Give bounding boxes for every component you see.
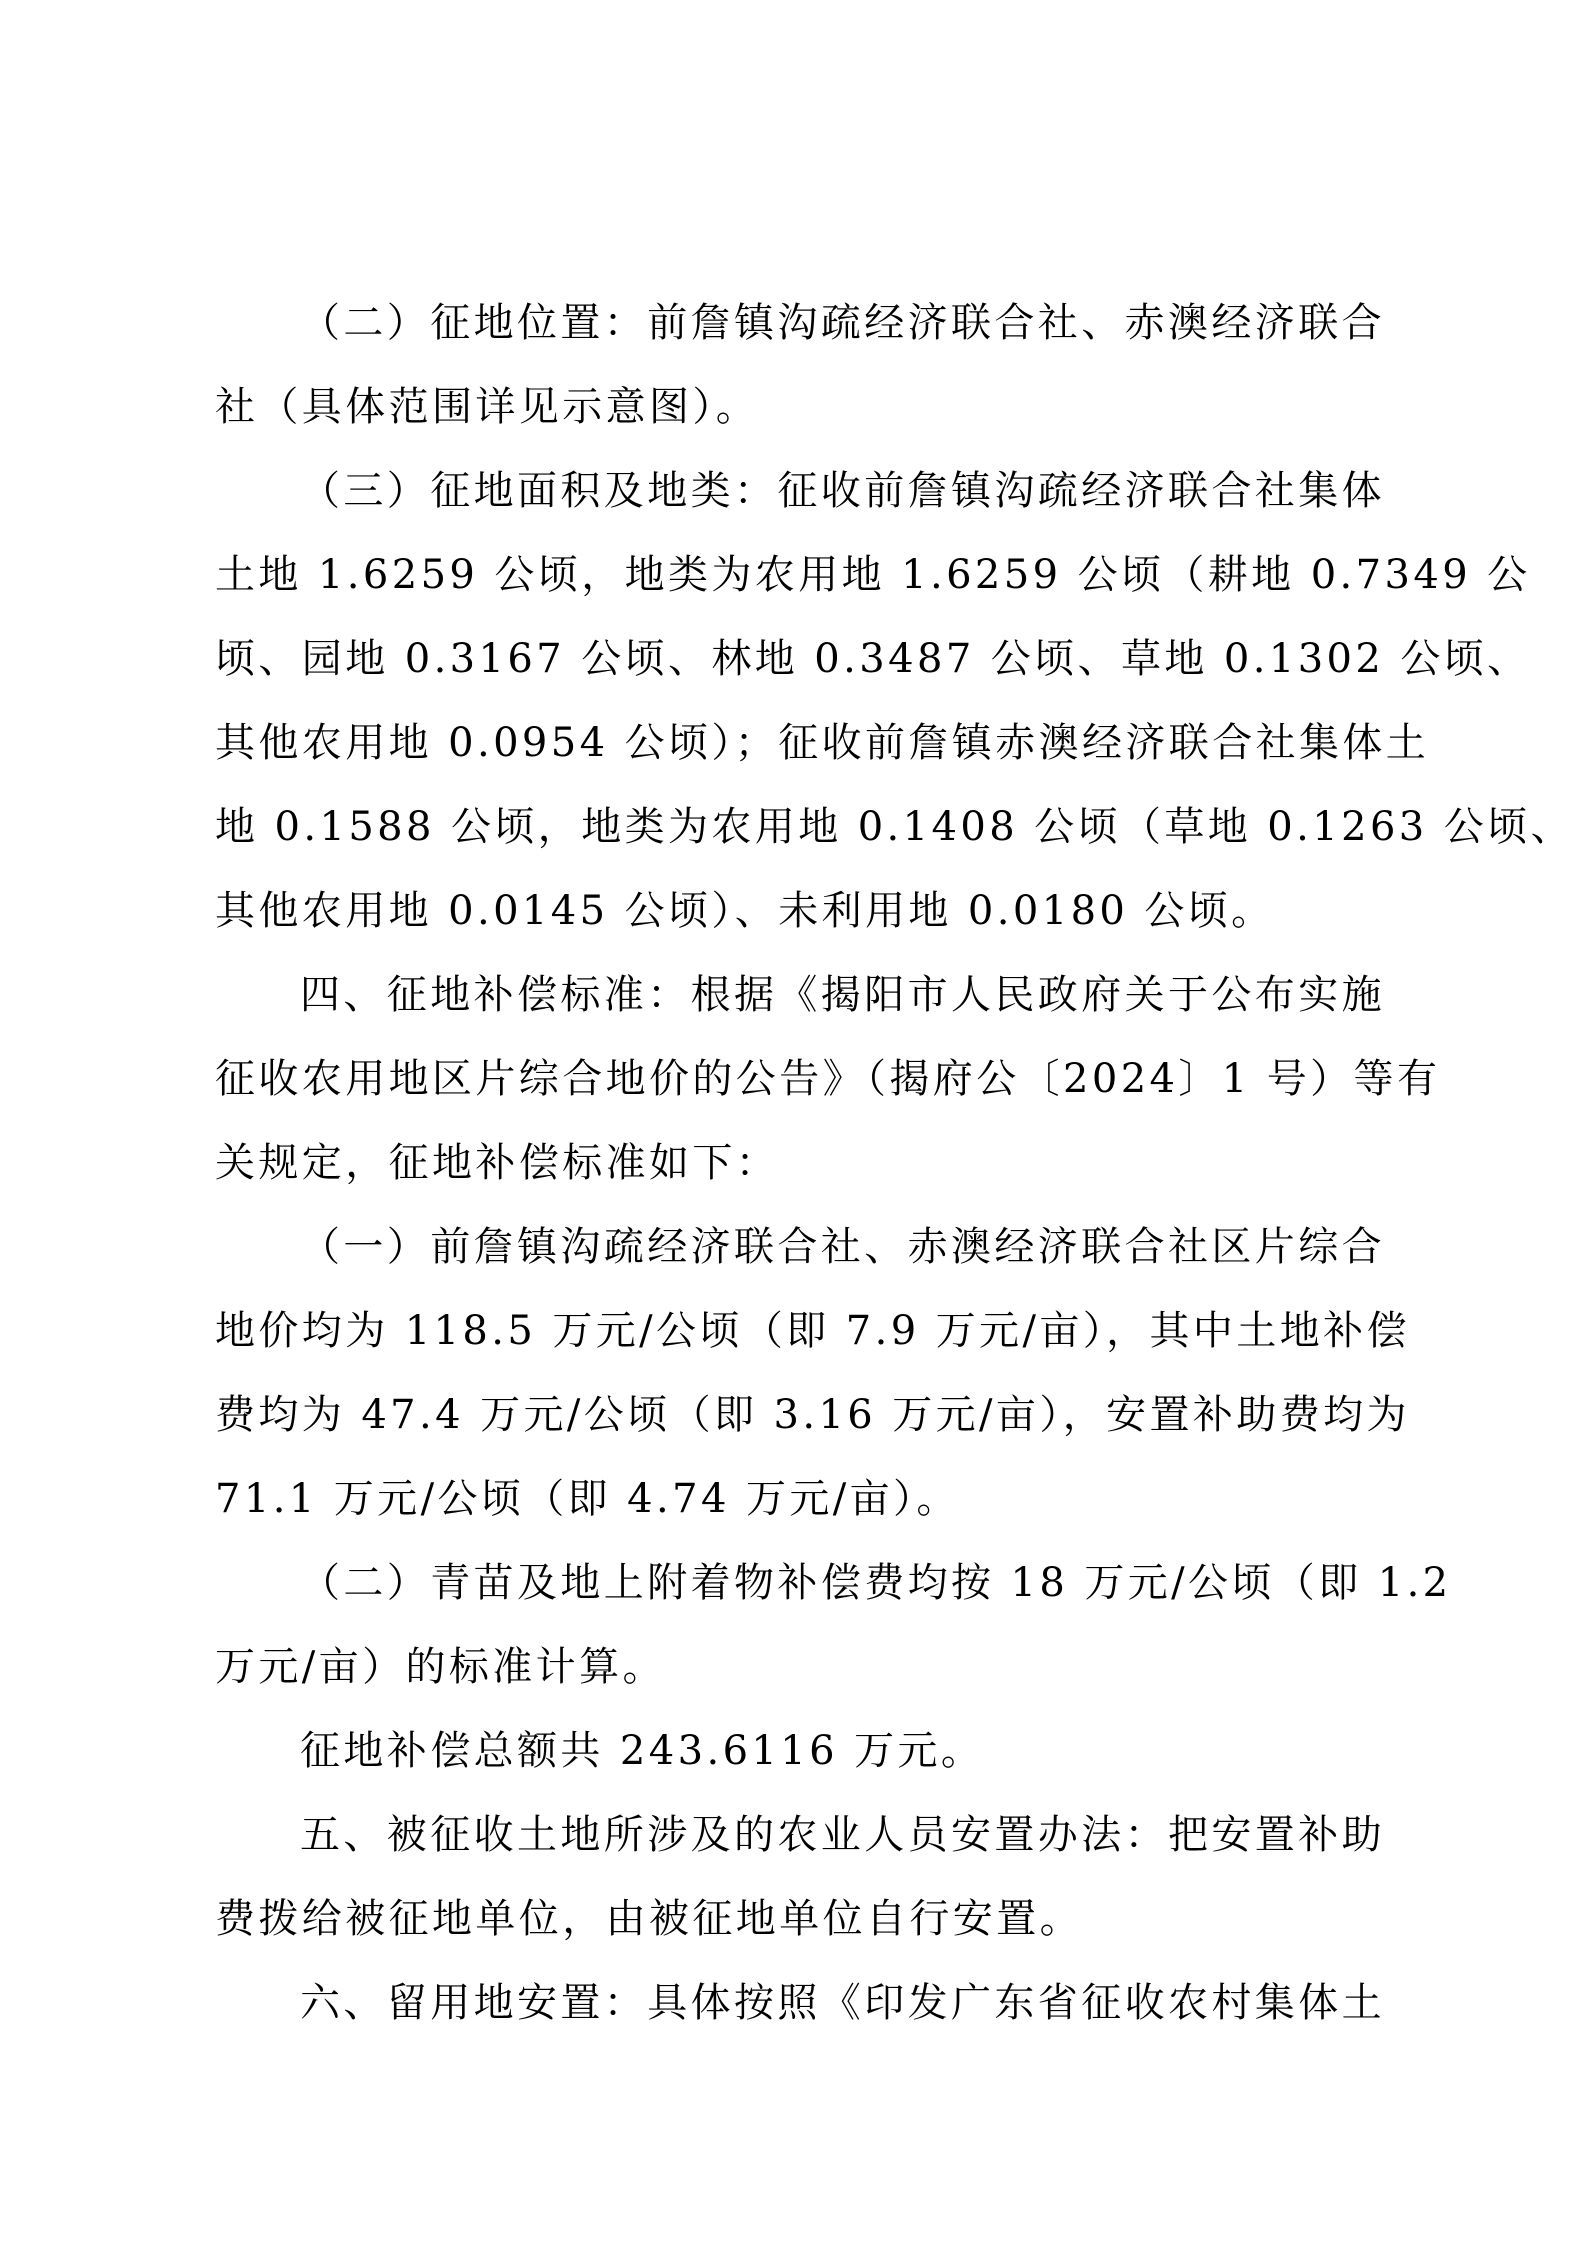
paragraph-line: 征收农用地区片综合地价的公告》（揭府公〔2024〕1 号）等有	[215, 1056, 1441, 1102]
paragraph-line: 费拨给被征地单位，由被征地单位自行安置。	[215, 1896, 1083, 1942]
paragraph-line: （二）青苗及地上附着物补偿费均按 18 万元/公顷（即 1.2	[300, 1560, 1452, 1606]
paragraph-line: 其他农用地 0.0145 公顷）、未利用地 0.0180 公顷。	[215, 888, 1275, 934]
paragraph-line: 土地 1.6259 公顷，地类为农用地 1.6259 公顷（耕地 0.7349 公	[215, 552, 1531, 598]
paragraph-line: 四、征地补偿标准：根据《揭阳市人民政府关于公布实施	[300, 972, 1385, 1018]
paragraph-line: 六、留用地安置：具体按照《印发广东省征收农村集体土	[300, 1980, 1385, 2026]
paragraph-line: 地 0.1588 公顷，地类为农用地 0.1408 公顷（草地 0.1263 公顷、	[215, 804, 1574, 850]
paragraph-line: （二）征地位置：前詹镇沟疏经济联合社、赤澳经济联合	[300, 300, 1385, 346]
paragraph-line: 其他农用地 0.0954 公顷）；征收前詹镇赤澳经济联合社集体土	[215, 720, 1430, 766]
paragraph-line: （一）前詹镇沟疏经济联合社、赤澳经济联合社区片综合	[300, 1224, 1385, 1270]
paragraph-line: 社（具体范围详见示意图）。	[215, 384, 760, 430]
paragraph-line: 71.1 万元/公顷（即 4.74 万元/亩）。	[215, 1476, 960, 1522]
paragraph-line: 顷、园地 0.3167 公顷、林地 0.3487 公顷、草地 0.1302 公顷、	[215, 636, 1531, 682]
paragraph-line: 万元/亩）的标准计算。	[215, 1644, 666, 1690]
paragraph-line: 征地补偿总额共 243.6116 万元。	[300, 1728, 985, 1774]
paragraph-line: （三）征地面积及地类：征收前詹镇沟疏经济联合社集体	[300, 468, 1385, 514]
paragraph-line: 五、被征收土地所涉及的农业人员安置办法：把安置补助	[300, 1812, 1385, 1858]
paragraph-line: 关规定，征地补偿标准如下：	[215, 1140, 780, 1186]
paragraph-line: 地价均为 118.5 万元/公顷（即 7.9 万元/亩），其中土地补偿	[215, 1308, 1410, 1354]
paragraph-line: 费均为 47.4 万元/公顷（即 3.16 万元/亩），安置补助费均为	[215, 1392, 1410, 1438]
